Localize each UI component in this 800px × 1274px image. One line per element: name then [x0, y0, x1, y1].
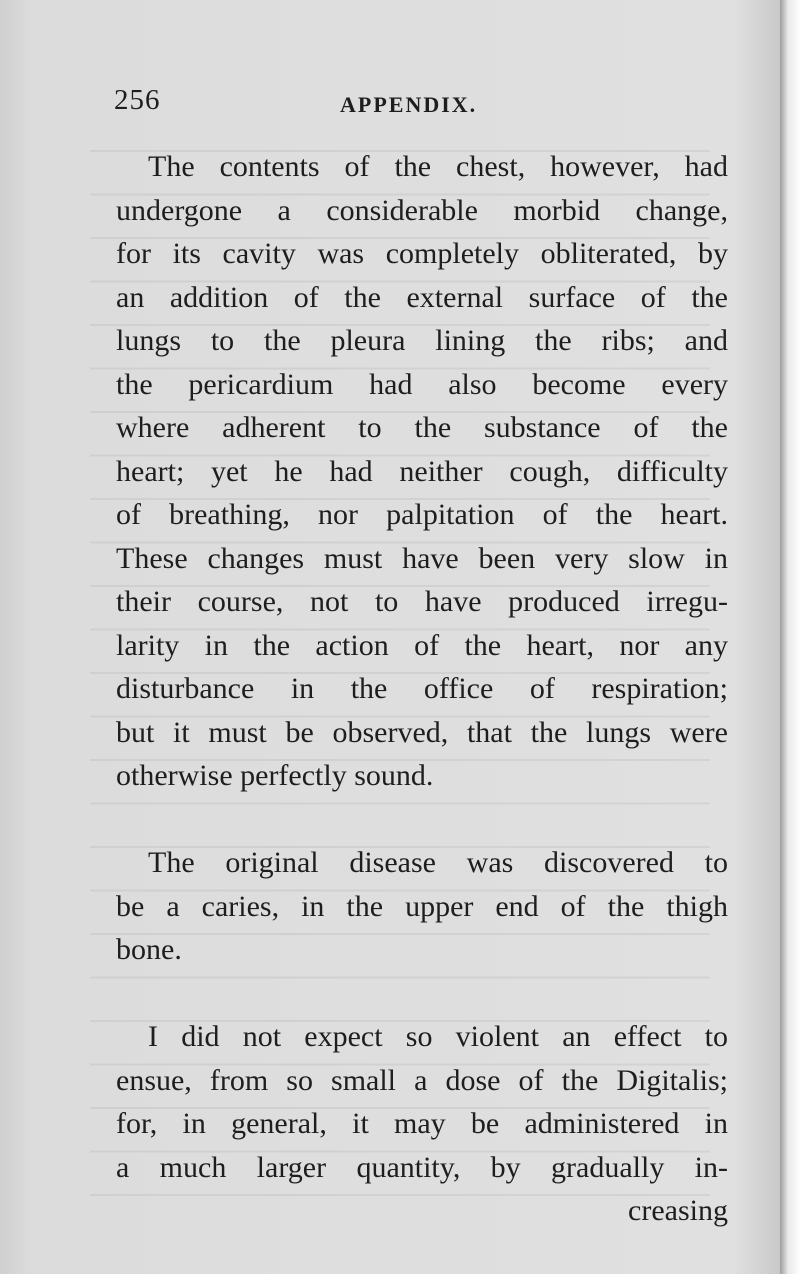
text-line: be a caries, in the upper end of the thigh	[116, 889, 728, 923]
paragraph-2	[116, 841, 728, 972]
text-line: heart; yet he had neither cough, difficulty	[116, 454, 728, 488]
text-line: disturbance in the office of respiration;	[116, 672, 728, 705]
text-line: but it must be observed, that the lungs were	[116, 715, 728, 749]
paragraph-3	[116, 1015, 728, 1189]
text-line: larity in the action of the heart, nor any	[116, 628, 728, 662]
paragraph-1	[116, 145, 728, 798]
text-line: for its cavity was completely obliterated, by	[116, 237, 728, 270]
text-line: The original disease was discovered to	[148, 846, 728, 879]
text-line: an addition of the external surface of the	[116, 280, 728, 314]
page-number: 256	[114, 84, 161, 116]
text-line: of breathing, nor palpitation of the heart.	[116, 498, 728, 531]
running-head	[114, 84, 726, 124]
page-edge-shadow	[780, 0, 800, 1274]
paragraph-gap	[116, 972, 728, 1016]
text-line: These changes must have been very slow in	[116, 541, 728, 575]
text-line: for, in general, it may be administered in	[116, 1107, 728, 1140]
text-line: The contents of the chest, however, had	[148, 150, 728, 183]
text-line: a much larger quantity, by gradually in-	[116, 1150, 728, 1184]
text-line: the pericardium had also become every	[116, 367, 728, 401]
text-line: their course, not to have produced irregu-	[116, 585, 728, 618]
text-line: undergone a considerable morbid change,	[116, 193, 728, 227]
paragraph-gap	[116, 798, 728, 842]
catchword: creasing	[628, 1194, 728, 1227]
page-heading: APPENDIX.	[340, 92, 478, 117]
text-line: bone.	[116, 933, 182, 966]
text-line: otherwise perfectly sound.	[116, 759, 434, 792]
text-line: where adherent to the substance of the	[116, 411, 728, 444]
text-line: ensue, from so small a dose of the Digitalis;	[116, 1063, 728, 1097]
body-text	[116, 145, 728, 1233]
text-line: lungs to the pleura lining the ribs; and	[116, 324, 728, 357]
text-line: I did not expect so violent an effect to	[148, 1020, 728, 1053]
